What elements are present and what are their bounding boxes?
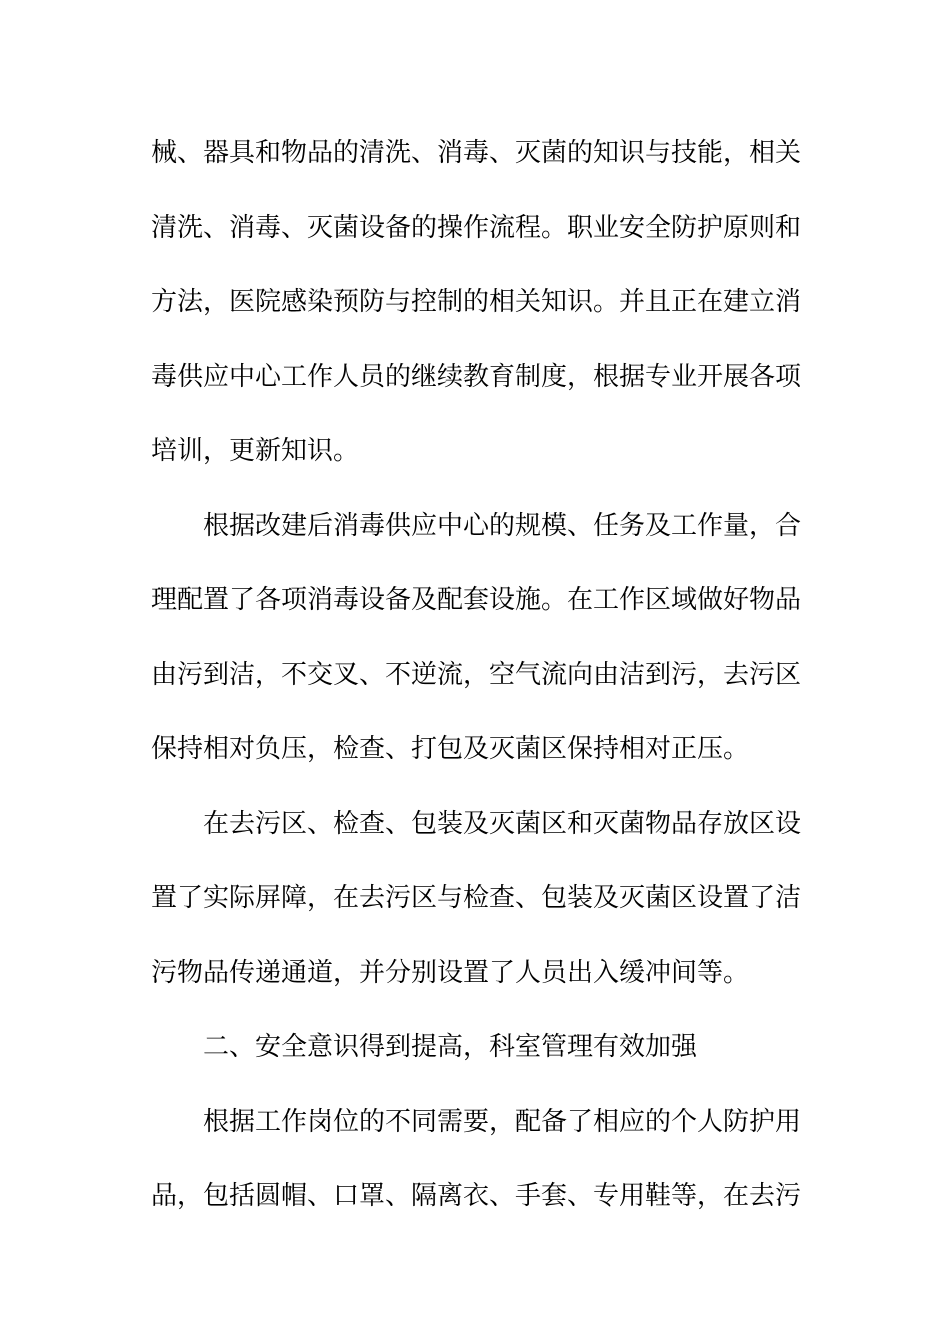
text-line: 械、器具和物品的清洗、消毒、灭菌的知识与技能，相关 <box>151 138 802 168</box>
text-line: 方法，医院感染预防与控制的相关知识。并且正在建立消 <box>151 287 802 317</box>
section-heading: 二、安全意识得到提高，科室管理有效加强 <box>203 1032 698 1062</box>
text-line: 置了实际屏障，在去污区与检查、包装及灭菌区设置了洁 <box>151 883 802 913</box>
text-line: 品，包括圆帽、口罩、隔离衣、手套、专用鞋等，在去污 <box>151 1181 802 1211</box>
text-line: 培训，更新知识。 <box>151 436 360 466</box>
paragraph-start-line: 在去污区、检查、包装及灭菌区和灭菌物品存放区设 <box>203 808 802 839</box>
paragraph-start-line: 根据工作岗位的不同需要，配备了相应的个人防护用 <box>203 1106 802 1137</box>
text-line: 保持相对负压，检查、打包及灭菌区保持相对正压。 <box>151 734 750 764</box>
text-line: 污物品传递通道，并分别设置了人员出入缓冲间等。 <box>151 957 750 988</box>
text-line: 由污到洁，不交叉、不逆流，空气流向由洁到污，去污区 <box>151 659 802 690</box>
paragraph-start-line: 根据改建后消毒供应中心的规模、任务及工作量，合 <box>203 510 802 541</box>
text-line: 清洗、消毒、灭菌设备的操作流程。职业安全防护原则和 <box>151 212 802 243</box>
text-line: 毒供应中心工作人员的继续教育制度，根据专业开展各项 <box>151 361 802 392</box>
document-body <box>151 116 802 1234</box>
text-line: 理配置了各项消毒设备及配套设施。在工作区域做好物品 <box>151 585 802 615</box>
